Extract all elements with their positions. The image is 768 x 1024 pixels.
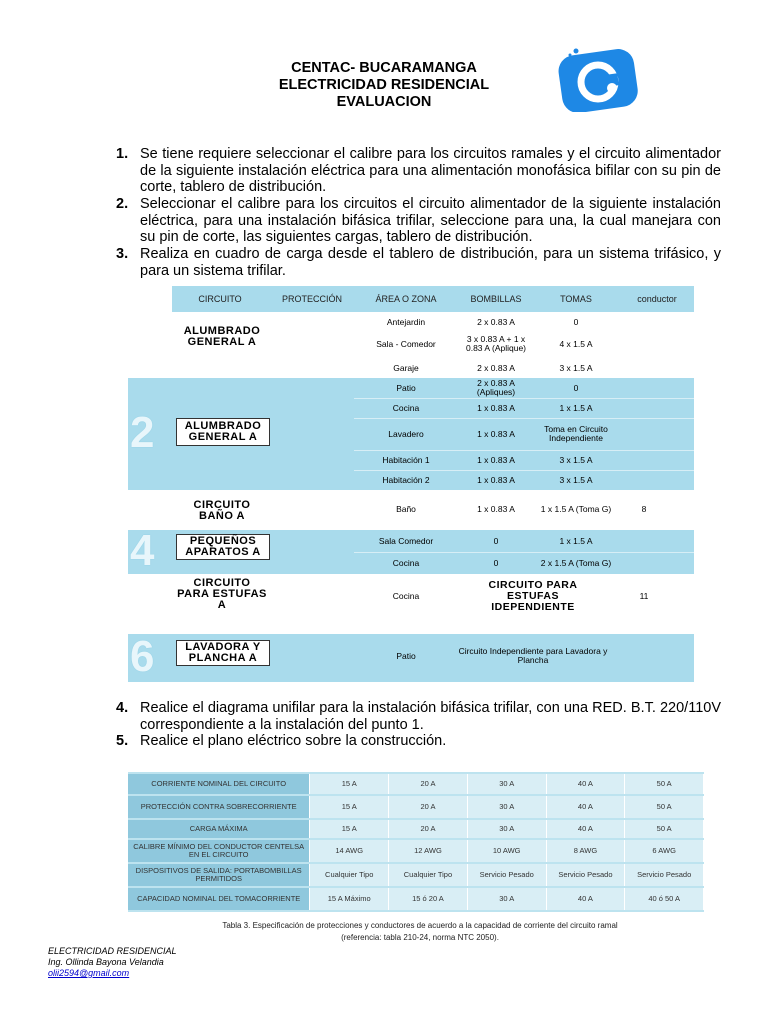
row-bombillas: 3 x 0.83 A + 1 x 0.83 A (Aplique) <box>465 334 526 353</box>
question-5 <box>116 733 721 750</box>
row-value: 30 A <box>468 820 547 838</box>
row-value: 15 ó 20 A <box>389 888 468 910</box>
row-area: Garaje <box>393 362 419 373</box>
row-bombillas: 2 x 0.83 A (Apliques) <box>476 378 516 397</box>
circuits-table <box>128 286 694 684</box>
row-tomas: 4 x 1.5 A <box>559 338 593 349</box>
row-value: 40 A <box>547 820 626 838</box>
row-value: 15 A Máximo <box>310 888 389 910</box>
header-area: ÁREA O ZONA <box>375 293 437 304</box>
table-caption <box>150 920 690 944</box>
table-row <box>128 840 704 862</box>
row-label: CARGA MÁXIMA <box>128 820 310 838</box>
row-conductor: 8 <box>641 503 647 514</box>
row-tomas: 3 x 1.5 A <box>559 454 593 465</box>
row-value: 20 A <box>389 774 468 794</box>
header-line-1: CENTAC- BUCARAMANGA <box>291 60 477 76</box>
header-proteccion: PROTECCIÓN <box>281 293 342 304</box>
header-tomas: TOMAS <box>560 293 592 304</box>
table-row <box>128 796 704 818</box>
question-text: Realiza en cuadro de carga desde el tablero de distribución, para un sistema trifásico, y para un sistema trifilar. <box>140 246 721 279</box>
row-value: 30 A <box>468 796 547 818</box>
caption-line-1: Tabla 3. Especificación de protecciones y conductores de acuerdo a la capacidad de corriente del circuito ramal <box>222 921 618 930</box>
circuit-label-2: ALUMBRADO GENERAL A <box>176 418 270 446</box>
row-label: PROTECCIÓN CONTRA SOBRECORRIENTE <box>128 796 310 818</box>
circuit-number-6: 6 <box>130 632 155 681</box>
row-value: 15 A <box>310 774 389 794</box>
logo-icon <box>556 48 640 112</box>
question-text: Realice el diagrama unifilar para la instalación bifásica trifilar, con una RED. B.T. 220/110V correspondiente a la instalación del punto 1. <box>140 700 721 733</box>
header-bombillas: BOMBILLAS <box>470 293 522 304</box>
row-value: 10 AWG <box>468 840 547 862</box>
row-value: 40 A <box>547 774 626 794</box>
row-label: CORRIENTE NOMINAL DEL CIRCUITO <box>128 774 310 794</box>
footer-author: Ing. Ollinda Bayona Velandia <box>48 957 164 967</box>
table-row <box>128 820 704 838</box>
row-area: Patio <box>396 650 416 661</box>
row-value: Cualquier Tipo <box>389 864 468 886</box>
row-tomas: 3 x 1.5 A <box>559 362 593 373</box>
question-number: 5. <box>116 733 129 749</box>
row-area: Habitación 1 <box>382 454 430 465</box>
row-bombillas: 2 x 0.83 A <box>477 316 515 327</box>
row-value: Servicio Pesado <box>468 864 547 886</box>
row-value: 20 A <box>389 796 468 818</box>
header-circuito: CIRCUITO <box>198 293 242 304</box>
row-value: 50 A <box>625 820 704 838</box>
row-label: CAPACIDAD NOMINAL DEL TOMACORRIENTE <box>128 888 310 910</box>
row-value: 30 A <box>468 774 547 794</box>
row-conductor: 11 <box>639 590 649 601</box>
row-bombillas: 1 x 0.83 A <box>477 428 515 439</box>
row-area: Lavadero <box>388 428 424 439</box>
row-area: Cocina <box>392 590 420 601</box>
question-number: 1. <box>116 146 129 162</box>
row-label: CALIBRE MÍNIMO DEL CONDUCTOR CENTELSA EN EL CIRCUITO <box>128 840 310 862</box>
row-value: 50 A <box>625 796 704 818</box>
row-bombillas: 1 x 0.83 A <box>477 474 515 485</box>
circuit-number-4: 4 <box>130 526 155 575</box>
row-value: 30 A <box>468 888 547 910</box>
page-footer <box>48 946 177 979</box>
row-bombillas: 0 <box>493 535 499 546</box>
question-number: 4. <box>116 700 129 716</box>
caption-line-2: (referencia: tabla 210-24, norma NTC 2050). <box>341 933 499 942</box>
row-value: 50 A <box>625 774 704 794</box>
footer-email-link[interactable]: olii2594@gmail.com <box>48 968 130 978</box>
row-bombillas: 0 <box>493 557 499 568</box>
centac-logo <box>556 48 640 112</box>
row-value: 15 A <box>310 796 389 818</box>
question-text: Realice el plano eléctrico sobre la construcción. <box>140 733 447 749</box>
row-bombillas: 1 x 0.83 A <box>477 454 515 465</box>
row-tomas: 3 x 1.5 A <box>559 474 593 485</box>
header-line-3: EVALUACION <box>336 94 432 110</box>
row-bombillas: 1 x 0.83 A <box>477 503 515 514</box>
row-value: 15 A <box>310 820 389 838</box>
footer-course: ELECTRICIDAD RESIDENCIAL <box>48 946 177 956</box>
row-tomas: 1 x 1.5 A (Toma G) <box>540 503 612 514</box>
table-row <box>128 888 704 910</box>
question-text: Se tiene requiere seleccionar el calibre para los circuitos ramales y el circuito alimentador de la siguiente instalación eléctrica para una alimentación monofásica bifilar con su pin de corte, tablero de distribución. <box>140 146 721 195</box>
question-4 <box>116 700 721 733</box>
row-value: 14 AWG <box>310 840 389 862</box>
row-value: 40 ó 50 A <box>625 888 704 910</box>
circuit-label-6: LAVADORA Y PLANCHA A <box>176 640 270 666</box>
row-tomas: 1 x 1.5 A <box>559 402 593 413</box>
row-value: 40 A <box>547 888 626 910</box>
row-tomas: 0 <box>573 316 579 327</box>
row-label: DISPOSITIVOS DE SALIDA: PORTABOMBILLAS PERMITIDOS <box>128 864 310 886</box>
row-area: Baño <box>396 503 416 514</box>
question-3 <box>116 246 721 279</box>
row-bombillas: 2 x 0.83 A <box>477 362 515 373</box>
header-line-2: ELECTRICIDAD RESIDENCIAL <box>278 77 490 93</box>
row-value: 40 A <box>547 796 626 818</box>
row-area: Cocina <box>392 402 420 413</box>
row-tomas: Toma en Circuito Independiente <box>544 424 608 443</box>
circuit-label-3: CIRCUITO BAÑO A <box>193 499 251 522</box>
row-value: Servicio Pesado <box>547 864 626 886</box>
table-row <box>128 774 704 794</box>
document-header <box>200 60 568 111</box>
row-bombillas: CIRCUITO PARA ESTUFAS IDEPENDIENTE <box>488 578 578 613</box>
row-area: Patio <box>396 382 416 393</box>
row-area: Antejardin <box>386 316 426 327</box>
question-number: 2. <box>116 196 129 212</box>
circuit-label-1: ALUMBRADO GENERAL A <box>183 325 261 348</box>
circuit-number-2: 2 <box>130 408 155 457</box>
row-value: Servicio Pesado <box>625 864 704 886</box>
question-text: Seleccionar el calibre para los circuitos el circuito alimentador de la siguiente instalación eléctrica, para una instalación bifásica trifilar, seleccione para una, la cual manejara con su pin de corte, las siguientes cargas, tablero de distribución. <box>140 196 721 245</box>
row-value: 6 AWG <box>625 840 704 862</box>
row-bombillas: 1 x 0.83 A <box>477 402 515 413</box>
row-area: Sala Comedor <box>378 535 434 546</box>
row-bombillas: Circuito Independiente para Lavadora y Plancha <box>458 646 608 665</box>
row-value: 20 A <box>389 820 468 838</box>
row-area: Cocina <box>392 557 420 568</box>
row-area: Sala - Comedor <box>376 338 436 349</box>
row-tomas: 1 x 1.5 A <box>559 535 593 546</box>
row-area: Habitación 2 <box>382 474 430 485</box>
question-number: 3. <box>116 246 129 262</box>
question-1 <box>116 146 721 196</box>
question-2 <box>116 196 721 246</box>
circuit-label-5: CIRCUITO PARA ESTUFAS A <box>177 577 267 611</box>
row-value: Cualquier Tipo <box>310 864 389 886</box>
table-row <box>128 864 704 886</box>
circuit-label-4: PEQUEÑOS APARATOS A <box>176 534 270 560</box>
row-value: 12 AWG <box>389 840 468 862</box>
row-tomas: 0 <box>573 382 579 393</box>
spec-table <box>128 772 704 912</box>
header-conductor: conductor <box>637 293 677 304</box>
row-value: 8 AWG <box>547 840 626 862</box>
row-tomas: 2 x 1.5 A (Toma G) <box>540 557 612 568</box>
